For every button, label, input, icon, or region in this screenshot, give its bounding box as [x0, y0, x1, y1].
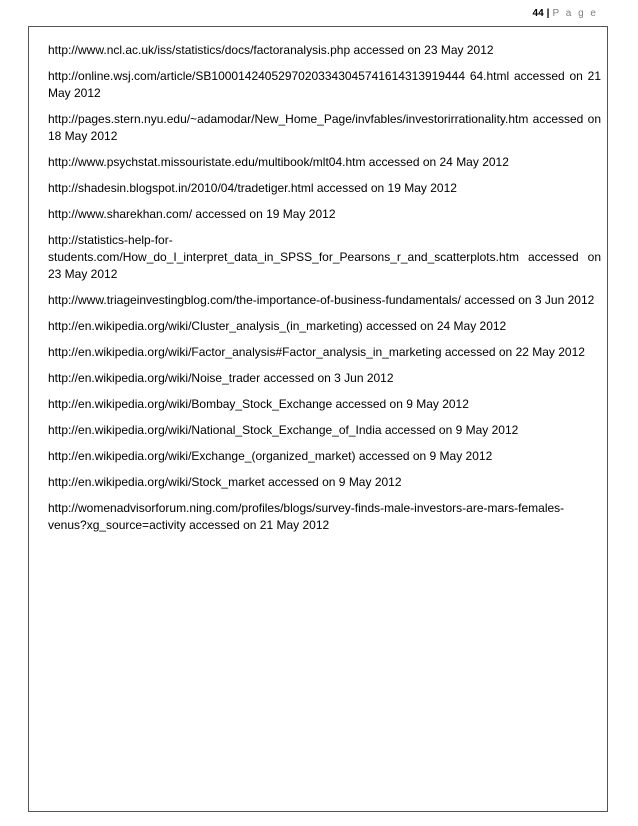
- page-number: 44: [532, 8, 544, 19]
- reference-item: http://www.triageinvestingblog.com/the-importance-of-business-fundamentals/ accessed on 3 Jun 2012: [48, 293, 595, 307]
- page-word: P a g e: [552, 8, 598, 19]
- reference-item: http://en.wikipedia.org/wiki/Bombay_Stock_Exchange accessed on 9 May 2012: [48, 397, 469, 411]
- reference-item: http://en.wikipedia.org/wiki/National_Stock_Exchange_of_India accessed on 9 May 2012: [48, 423, 519, 437]
- reference-item: http://en.wikipedia.org/wiki/Noise_trader accessed on 3 Jun 2012: [48, 371, 394, 385]
- reference-item: http://en.wikipedia.org/wiki/Exchange_(organized_market) accessed on 9 May 2012: [48, 449, 493, 463]
- reference-item: http://online.wsj.com/article/SB10001424052970203343045741614313919444 64.html accessed on 21 May 2012: [48, 69, 601, 100]
- reference-item: http://en.wikipedia.org/wiki/Stock_market accessed on 9 May 2012: [48, 475, 402, 489]
- reference-item: http://en.wikipedia.org/wiki/Cluster_analysis_(in_marketing) accessed on 24 May 2012: [48, 319, 507, 333]
- header-separator: |: [546, 8, 550, 19]
- page-header: [533, 8, 598, 19]
- reference-item: http://statistics-help-for-students.com/How_do_I_interpret_data_in_SPSS_for_Pearsons_r_and_scatterplots.htm accessed on 23 May 2012: [48, 233, 601, 281]
- reference-item: http://www.sharekhan.com/ accessed on 19 May 2012: [48, 207, 336, 221]
- reference-item: http://shadesin.blogspot.in/2010/04/tradetiger.html accessed on 19 May 2012: [48, 181, 457, 195]
- reference-item: http://pages.stern.nyu.edu/~adamodar/New_Home_Page/invfables/investorirrationality.htm accessed on 18 May 2012: [48, 112, 601, 143]
- reference-list: [48, 42, 601, 543]
- reference-item: http://www.ncl.ac.uk/iss/statistics/docs/factoranalysis.php accessed on 23 May 2012: [48, 43, 494, 57]
- reference-item: http://www.psychstat.missouristate.edu/multibook/mlt04.htm accessed on 24 May 2012: [48, 155, 509, 169]
- reference-item: http://womenadvisorforum.ning.com/profiles/blogs/survey-finds-male-investors-are-mars-females-venus?xg_source=activity accessed on 21 May 2012: [48, 501, 565, 532]
- reference-item: http://en.wikipedia.org/wiki/Factor_analysis#Factor_analysis_in_marketing accessed on 22 May 2012: [48, 345, 585, 359]
